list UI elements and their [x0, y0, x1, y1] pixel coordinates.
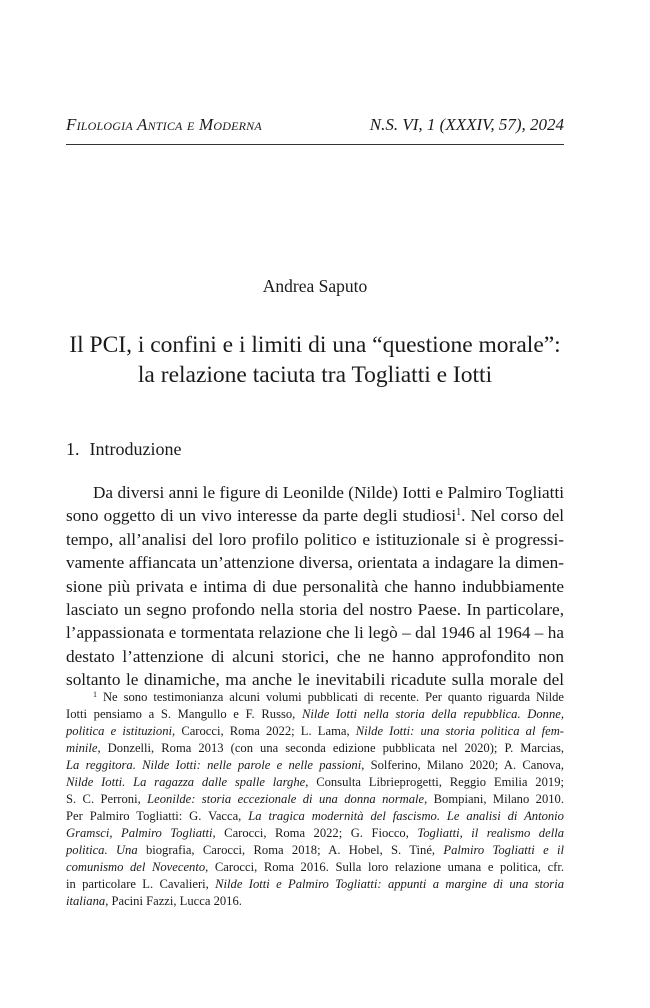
footnote-line: Iotti pensiamo a S. Mangullo e F. Russo, Nilde Iotti nella storia della repubblica. Donne, [66, 707, 564, 721]
footnote-line: S. C. Perroni, Leonilde: storia eccezionale di una donna normale, Bompiani, Milano 2010. [66, 792, 565, 806]
body-line: sono oggetto di un vivo interesse da parte degli studiosi$^1$. Nel corso del [66, 506, 564, 526]
issue-info: N.S. VI, 1 (XXXIV, 57), 2024 [369, 115, 564, 134]
footnote-mark: 1 [93, 690, 97, 699]
body-line: lasciato un segno profondo nella storia del nostro Paese. In particolare, [66, 599, 564, 619]
body-line: vamente affiancata un’attenzione diversa, orientata a indagare la dimen- [66, 553, 564, 573]
footnote-line: italiana, Pacini Fazzi, Lucca 2016. [66, 894, 242, 908]
section-heading [66, 439, 564, 460]
footnote-line: minile, Donzelli, Roma 2013 (con una seconda edizione pubblicata nel 2020); P. Marcias, [66, 741, 564, 755]
footnote-line: politica. Una biografia, Carocci, Roma 2018; A. Hobel, S. Tiné, Palmiro Togliatti e il [66, 843, 564, 857]
footnote [66, 689, 564, 910]
title-line-2: la relazione taciuta tra Togliatti e Iotti [137, 362, 493, 388]
footnote-line: $^1$ Ne sono testimonianza alcuni volumi pubblicati di recente. Per quanto riguarda Nilde [93, 690, 564, 704]
body-line: destato l’attenzione di alcuni storici, che ne hanno approfondito non [66, 646, 564, 666]
body-line: tempo, all’analisi del loro profilo politico e istituzionale si è progressi- [66, 529, 564, 549]
footnote-line: Gramsci, Palmiro Togliatti, Carocci, Roma 2022; G. Fiocco, Togliatti, il realismo della [66, 826, 564, 840]
body-line: soltanto le dinamiche, ma anche le inevitabili ricadute sulla morale del [66, 670, 564, 690]
footnote-line: Per Palmiro Togliatti: G. Vacca, La tragica modernità del fascismo. Le analisi di Antonio [66, 809, 564, 823]
footnote-line: in particolare L. Cavalieri, Nilde Iotti e Palmiro Togliatti: appunti a margine di una storia [66, 877, 565, 891]
title-line-1: Il PCI, i confini e i limiti di una “questione morale”: [69, 332, 561, 358]
section-title: Introduzione [89, 439, 182, 459]
body-line: Da diversi anni le figure di Leonilde (Nilde) Iotti e Palmiro Togliatti [93, 483, 564, 502]
header-rule [66, 144, 564, 145]
article-title [66, 330, 564, 390]
running-header [66, 115, 564, 135]
footnote-line: La reggitora. Nilde Iotti: nelle parole e nelle passioni, Solferino, Milano 2020; A. Canova, [66, 758, 564, 772]
body-text [66, 481, 564, 692]
footnote-line: comunismo del Novecento, Carocci, Roma 2016. Sulla loro relazione umana e politica, cfr. [66, 860, 564, 874]
footnote-ref[interactable]: 1 [456, 507, 462, 519]
author-name: Andrea Saputo [262, 276, 368, 296]
body-line: l’appassionata e tormentata relazione che li legò – dal 1946 al 1964 – ha [66, 623, 564, 643]
footnote-line: Nilde Iotti. La ragazza dalle spalle larghe, Consulta Librieprogetti, Reggio Emilia 2019; [66, 775, 564, 789]
section-number: 1. [66, 439, 80, 459]
body-line: sione più privata e intima di due personalità che hanno indubbiamente [66, 576, 564, 596]
footnote-line: politica e istituzioni, Carocci, Roma 2022; L. Lama, Nilde Iotti: una storia politica al fem- [66, 724, 564, 738]
journal-name: Filologia Antica e Moderna [66, 115, 262, 134]
